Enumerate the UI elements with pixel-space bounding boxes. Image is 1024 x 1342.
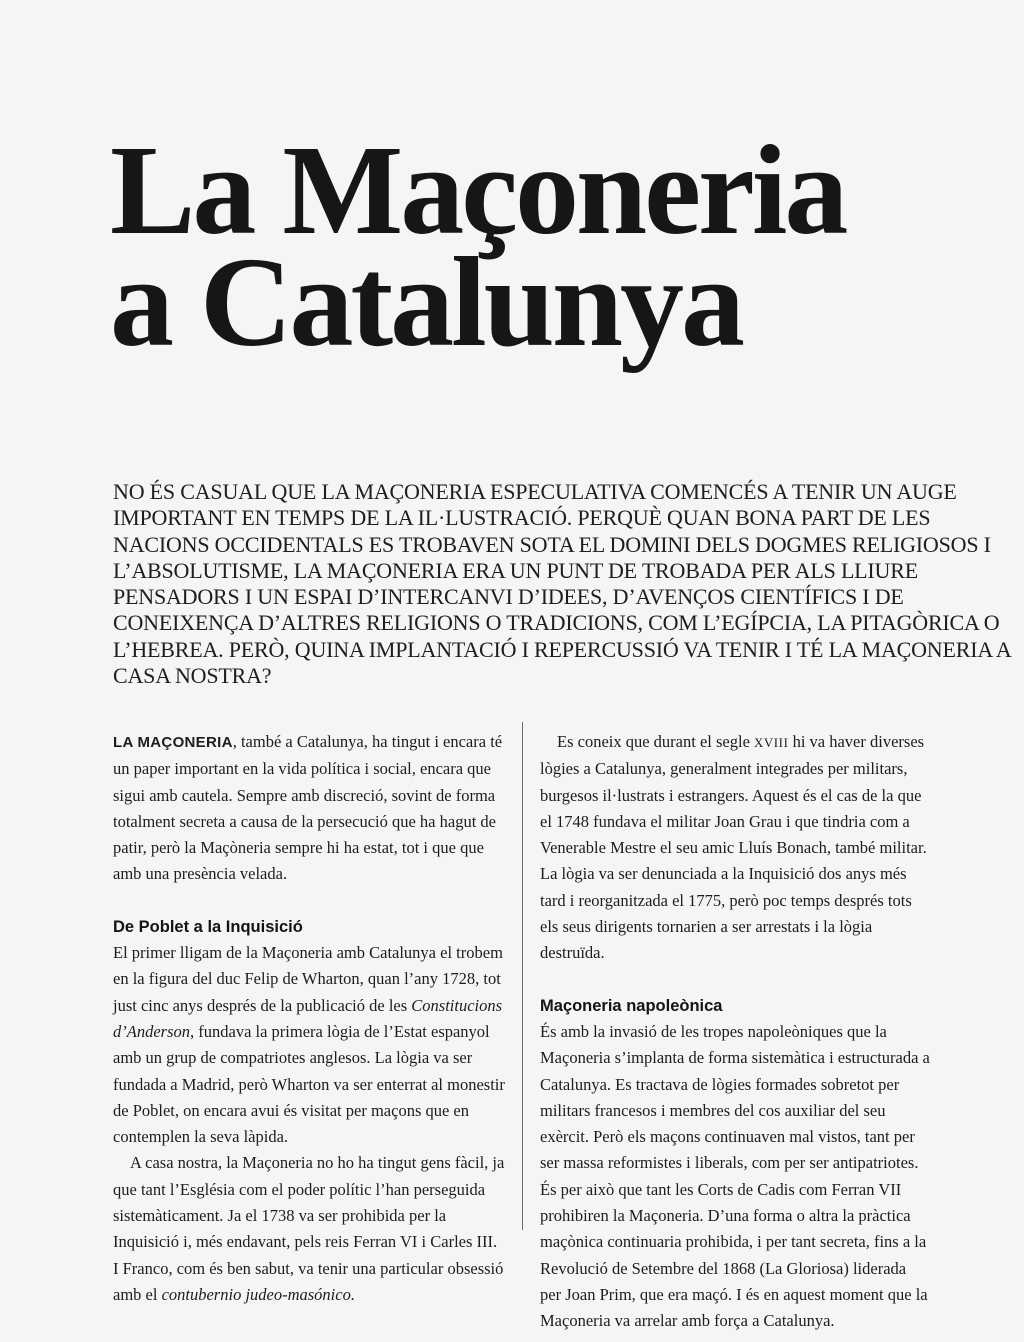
paragraph: [113, 940, 505, 1150]
title-line-1: La Maçoneria: [110, 119, 846, 261]
text-run: El primer lligam de la Maçoneria amb Catalunya el trobem en la figura del duc Felip de Wharton, quan l’any 1728, tot just cinc anys després de la publicació de les: [113, 943, 503, 1015]
text-run: , fundava la primera lògia de l’Estat espanyol amb un grup de compatriotes anglesos. La lògia va ser fundada a Madrid, però Wharton va ser enterrat al monestir de Poblet, on encara avui és visitat per maçons que en contemplen la seva làpida.: [113, 1021, 505, 1147]
article-title: [110, 119, 846, 373]
right-column: [540, 729, 930, 1335]
paragraph: [113, 1150, 505, 1308]
paragraph: [540, 729, 930, 967]
text-run: , també a Catalunya, ha tingut i encara té un paper important en la vida política i social, encara que sigui amb cautela. Sempre amb discreció, sovint de forma totalment secreta a causa de la persecució que ha hagut de patir, però la Maçòneria sempre hi ha estat, tot i que que amb una presència velada.: [113, 732, 503, 884]
article-standfirst: NO ÉS CASUAL QUE LA MAÇONERIA ESPECULATIVA COMENCÉS A TENIR UN AUGE IMPORTANT EN TEMPS DE LA IL·LUSTRACIÓ. PERQUÈ QUAN BONA PART DE LES NACIONS OCCIDENTALS ES TROBAVEN SOTA EL DOMINI DELS DOGMES RELIGIOSOS I L’ABSOLUTISME, LA MAÇONERIA ERA UN PUNT DE TROBADA PER ALS LLIURE PENSADORS I UN ESPAI D’INTERCANVI D’IDEES, D’AVENÇOS CIENTÍFICS I DE CONEIXENÇA D’ALTRES RELIGIONS O TRADICIONS, COM L’EGÍPCIA, LA PITAGÒRICA O L’HEBREA. PERÒ, QUINA IMPLANTACIÓ I REPERCUSSIÓ VA TENIR I TÉ LA MAÇONERIA A CASA NOSTRA?: [113, 479, 1011, 689]
text-run: És amb la invasió de les tropes napoleòniques que la Maçoneria s’implanta de forma sistemàtica i estructurada a Catalunya. Es tractava de lògies formades sobretot per militars francesos i membres del cos auxiliar del seu exèrcit. Però els maçons continuaven mal vistos, tant per ser massa reformistes i liberals, com per ser antipatriotes. És per això que tant les Corts de Cadis com Ferran VII prohibiren la Maçoneria. D’una forma o altra la pràctica maçònica continuaria prohibida, i per tant secreta, fins a la Revolució de Setembre del 1868 (La Gloriosa) liderada per Joan Prim, que era maçó. I és en aquest moment que la Maçoneria va arrelar amb força a Catalunya.: [540, 1021, 930, 1331]
text-run: Constitucions d’Anderson: [113, 995, 503, 1041]
text-run: LA MAÇONERIA: [113, 734, 233, 751]
text-run: XVIII: [754, 736, 789, 750]
column-divider: [522, 722, 523, 1230]
text-run: hi va haver diverses lògies a Catalunya, generalment integrades per militars, burgesos il·lustrats i estrangers. Aquest és el cas de la que el 1748 fundava el militar Joan Grau i que tindria com a Venerable Mestre el seu amic Lluís Bonach, també militar. La lògia va ser denunciada a la Inquisició dos anys més tard i reorganitzada el 1775, però poc temps després tots els seus dirigents tornarien a ser arrestats i la lògia destruïda.: [540, 732, 927, 963]
left-column: [113, 729, 505, 1308]
section-heading: Maçoneria napoleònica: [540, 996, 723, 1015]
text-run: Es coneix que durant el segle: [557, 732, 755, 751]
section-heading: De Poblet a la Inquisició: [113, 917, 303, 936]
paragraph: [540, 1019, 930, 1335]
text-run: contubernio judeo-masónico.: [161, 1284, 355, 1304]
title-line-2: a Catalunya: [110, 231, 742, 373]
text-run: A casa nostra, la Maçoneria no ho ha tingut gens fàcil, ja que tant l’Església com el poder polític l’han perseguida sistemàticament. Ja el 1738 va ser prohibida per la Inquisició i, més endavant, pels reis Ferran VI i Carles III. I Franco, com és ben sabut, va tenir una particular obsessió amb el: [113, 1153, 505, 1304]
paragraph: [113, 729, 505, 888]
